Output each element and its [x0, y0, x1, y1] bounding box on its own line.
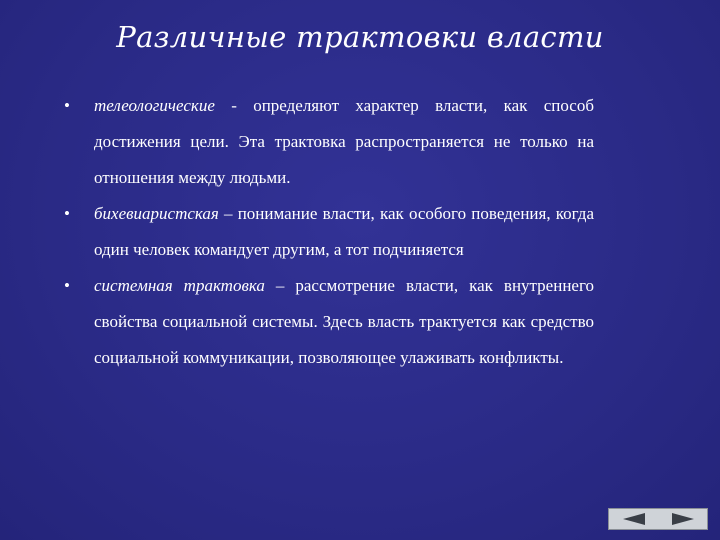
bullet-text: рассмотрение власти, как внутреннего свойства социальной системы. Здесь власть трактуется как средство социальной коммуникации, позволяющее улаживать конфликты. — [94, 276, 595, 367]
bullet-term: системная трактовка — [94, 276, 265, 295]
bullet-separator: – — [264, 276, 296, 295]
bullet-marker: • — [64, 204, 70, 223]
next-slide-button[interactable] — [661, 511, 705, 527]
bullet-list — [58, 88, 594, 376]
bullet-text: понимание власти, как особого поведения, когда один человек командует другим, а тот подчиняется — [94, 204, 595, 259]
bullet-term: телеологические — [94, 96, 215, 115]
previous-slide-button[interactable] — [612, 511, 656, 527]
bullet-item-systemic — [58, 268, 594, 376]
bullet-separator: – — [218, 204, 238, 223]
triangle-left-icon — [621, 512, 647, 526]
slide-navigation — [608, 508, 708, 530]
bullet-marker: • — [64, 96, 70, 115]
bullet-marker: • — [64, 276, 70, 295]
slide-title: Различные трактовки власти — [116, 20, 604, 54]
bullet-item-behaviorist — [58, 196, 594, 268]
triangle-right-icon — [670, 512, 696, 526]
bullet-separator: - — [214, 96, 254, 115]
bullet-text: определяют характер власти, как способ достижения цели. Эта трактовка распространяется не только на отношения между людьми. — [94, 96, 594, 187]
bullet-item-teleological — [58, 88, 594, 196]
bullet-term: бихевиаристская — [94, 204, 219, 223]
